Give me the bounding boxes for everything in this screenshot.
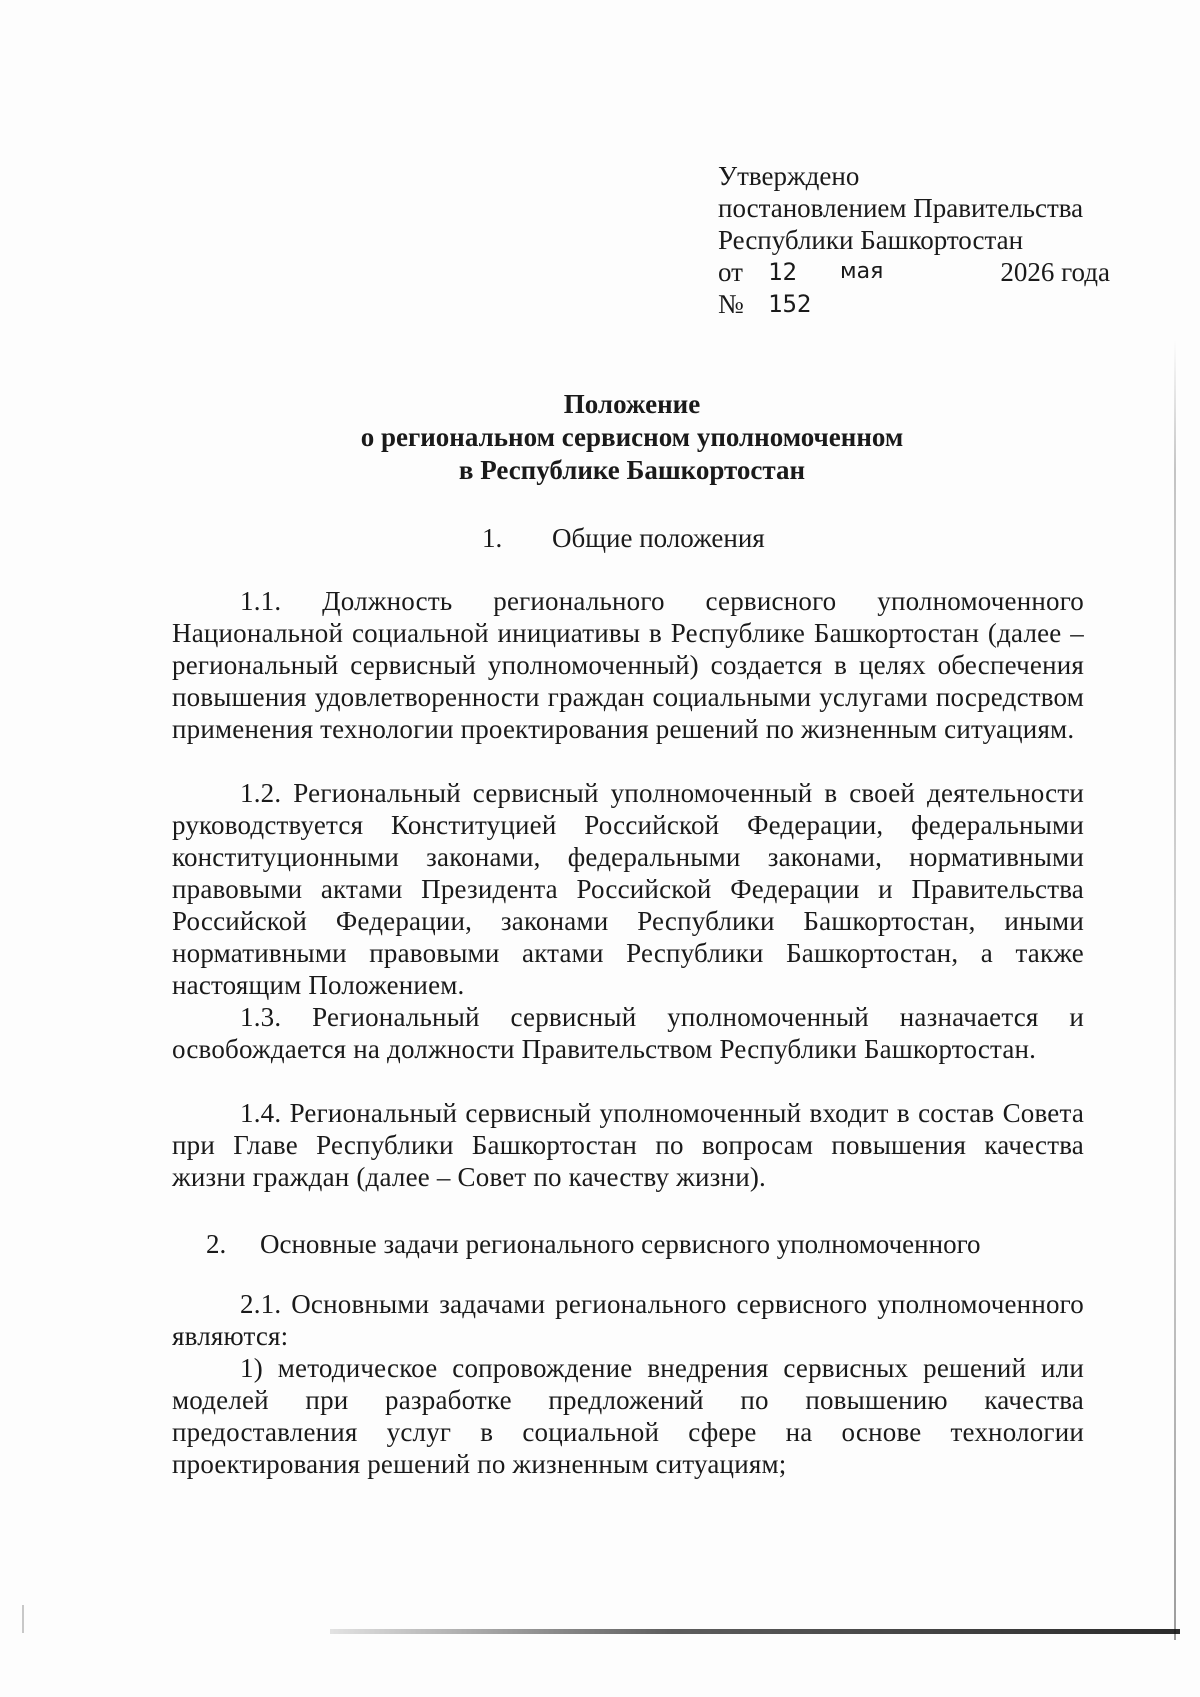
date-prefix: от (718, 257, 743, 287)
approval-region-line: Республики Башкортостан (718, 225, 1024, 255)
approval-block (718, 160, 1118, 320)
paragraph-1-1: 1.1. Должность регионального сервисного уполномоченного Национальной социальной инициативы в Республике Башкортостан (далее – региональный сервисный уполномоченный) создается в целях обеспечения повышения удовлетворенности граждан социальными услугами посредством применения технологии проектирования решений по жизненным ситуациям. (172, 586, 1084, 744)
paragraph-2-1-item-1: 1) методическое сопровождение внедрения сервисных решений или моделей при разработке предложений по повышению качества предоставления услуг в социальной сфере на основе технологии проектирования решений по жизненным ситуациям; (172, 1353, 1084, 1479)
title-line-2: о региональном сервисном уполномоченном (360, 422, 904, 452)
approval-issuer-line: постановлением Правительства (718, 193, 1084, 223)
date-day: 12 (768, 258, 797, 286)
document-number: 152 (768, 290, 812, 318)
paragraph-2-1: 2.1. Основными задачами регионального сервисного уполномоченного являются: (172, 1289, 1084, 1351)
scan-speck (22, 1605, 24, 1633)
paragraph-1-3: 1.3. Региональный сервисный уполномоченный назначается и освобождается на должности Правительством Республики Башкортостан. (172, 1002, 1084, 1064)
scan-bottom-shadow (330, 1629, 1180, 1634)
section-2-number: 2. (206, 1229, 227, 1259)
paragraph-1-2: 1.2. Региональный сервисный уполномоченный в своей деятельности руководствуется Конституцией Российской Федерации, федеральными конституционными законами, федеральными законами, нормативными правовыми актами Президента Российской Федерации и Правительства Российской Федерации, законами Республики Башкортостан, иными нормативными правовыми актами Республики Башкортостан, а также настоящим Положением. (172, 778, 1084, 1000)
section-1-title: Общие положения (552, 523, 765, 553)
approval-date (718, 256, 1118, 288)
section-2-title: Основные задачи регионального сервисного уполномоченного (260, 1229, 981, 1259)
scan-edge-shadow (1174, 340, 1176, 1640)
title-line-1: Положение (563, 389, 701, 419)
approval-title: Утверждено (718, 161, 860, 191)
approval-number (718, 288, 1118, 320)
section-2-heading (206, 1228, 980, 1260)
date-month: мая (840, 259, 884, 284)
title-line-3: в Республике Башкортостан (458, 455, 806, 485)
paragraph-1-4: 1.4. Региональный сервисный уполномоченный входит в состав Совета при Главе Республики Башкортостан по вопросам повышения качества жизни граждан (далее – Совет по качеству жизни). (172, 1098, 1084, 1192)
section-1-number: 1. (482, 523, 503, 553)
document-title (172, 388, 1092, 487)
section-1-heading (482, 522, 765, 554)
number-sign: № (718, 289, 744, 319)
date-year: 2026 года (1000, 257, 1110, 287)
